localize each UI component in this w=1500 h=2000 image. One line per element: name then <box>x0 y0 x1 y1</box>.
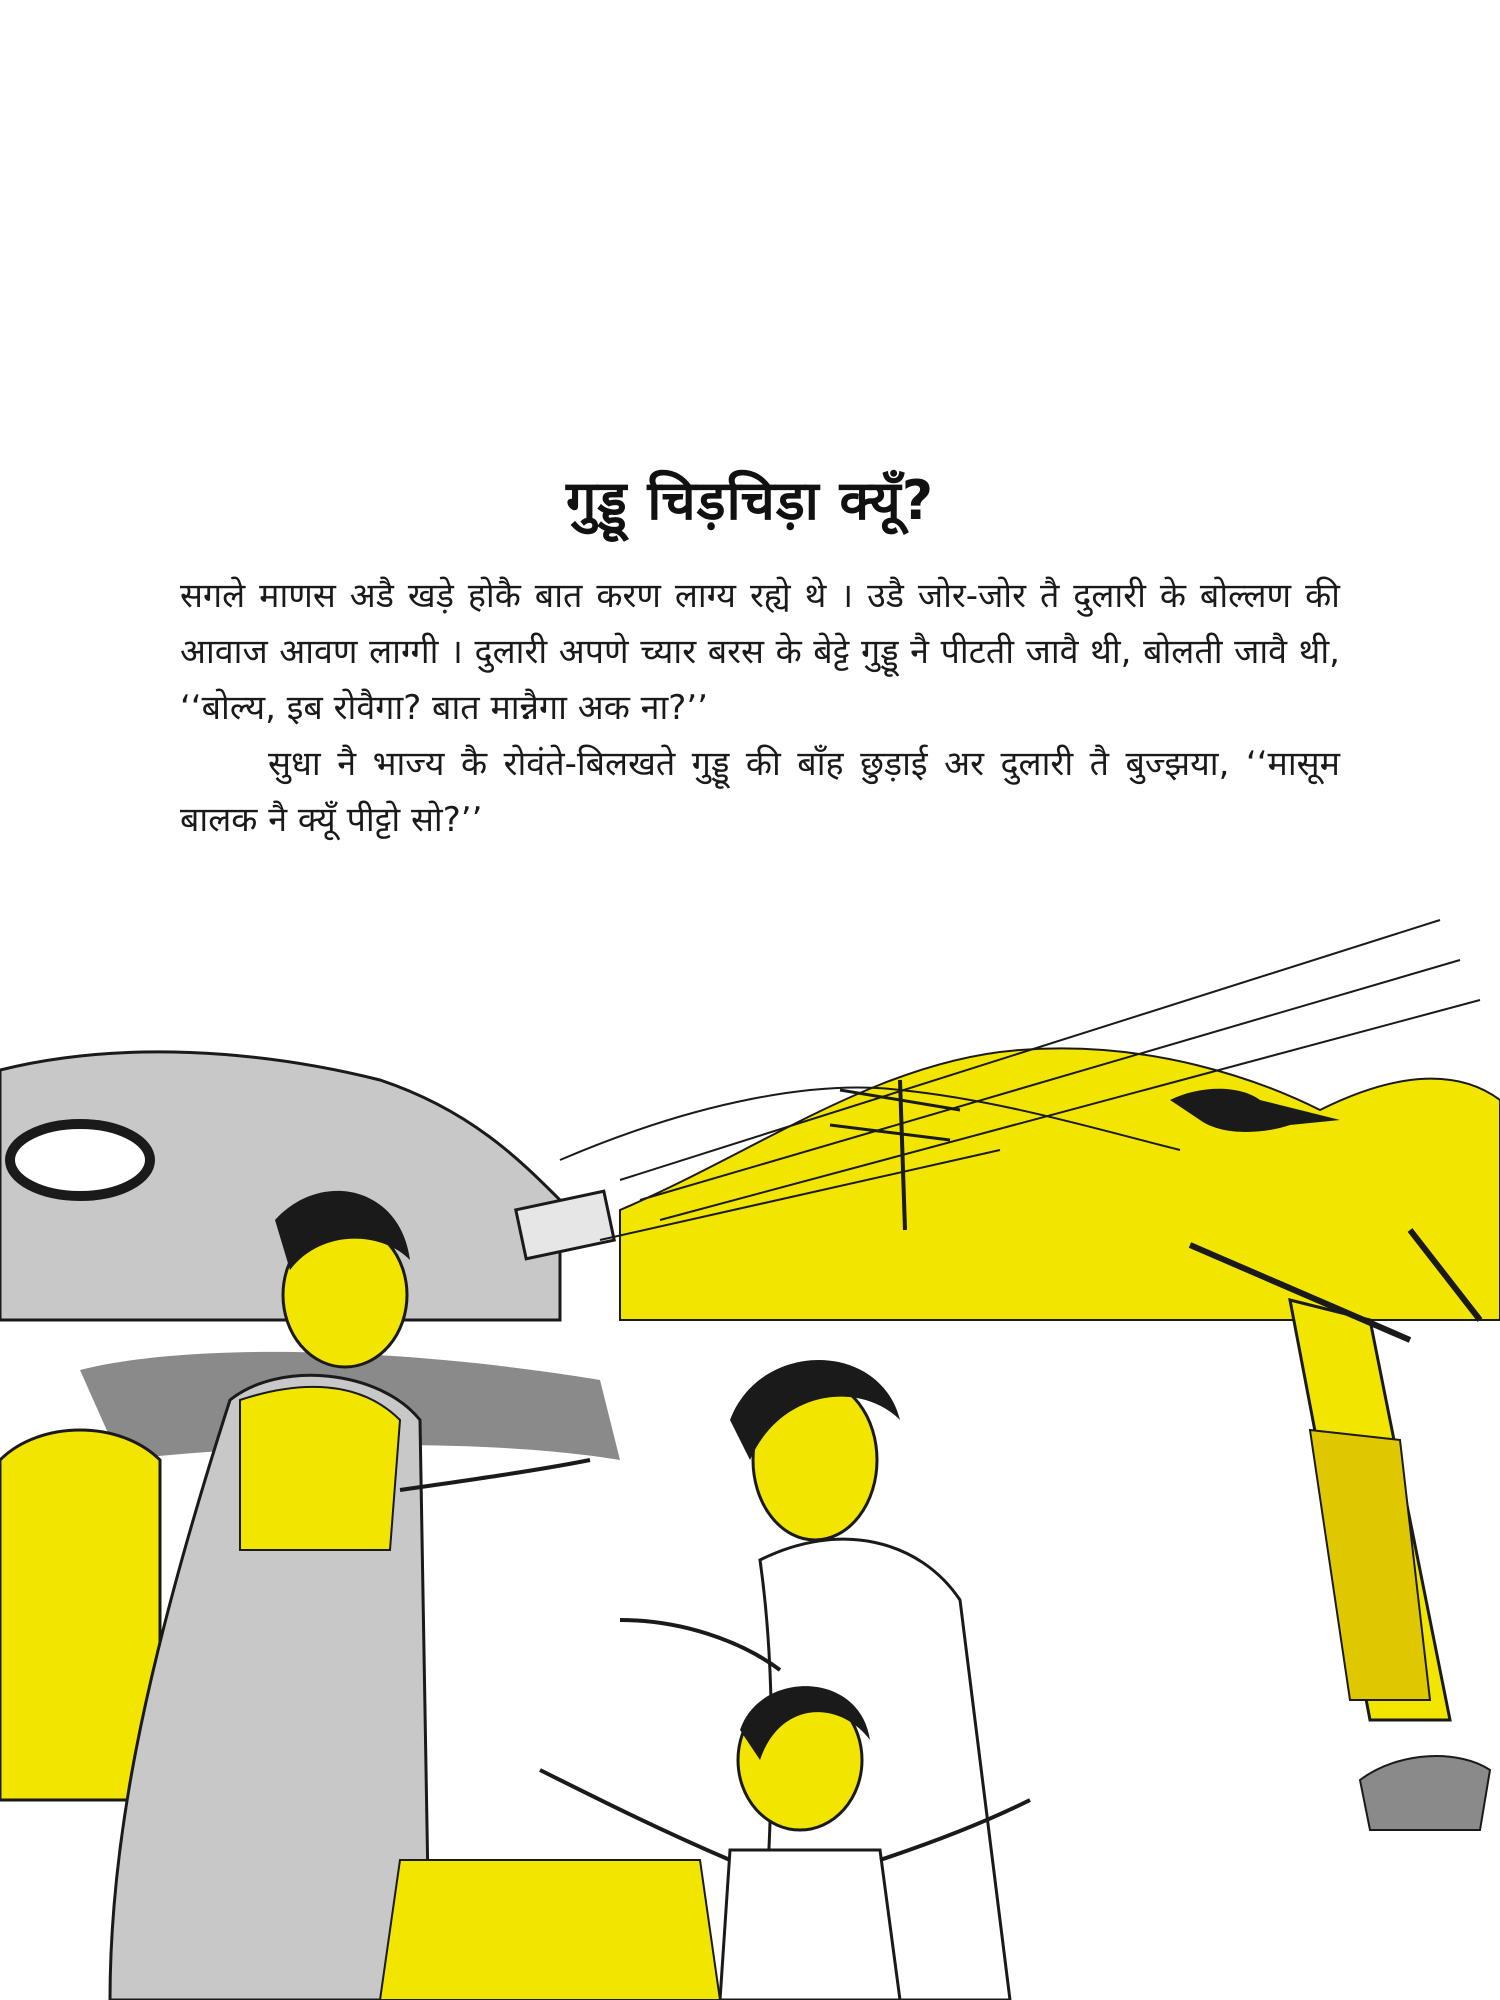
brick-pile <box>380 1860 720 2000</box>
story-title: गुड्डू चिड़चिड़ा क्यूँ? <box>565 469 935 533</box>
paragraph-1: सगले माणस अडै खड़े होकै बात करण लाग्य रह्ये थे । उडै जोर-जोर तै दुलारी के बोल्लण की आवाज आवण लाग्गी । दुलारी अपणे च्यार बरस के बेट्टे गुड्डू नै पीटती जावै थी, बोलती जावै थी, ‘‘बोल्य, इब रोवैगा? बात मान्नैगा अक ना?’’ <box>180 576 1340 728</box>
illustration-drawing <box>0 900 1500 2000</box>
yellow-hill-right <box>620 1048 1500 1320</box>
dog <box>1360 1756 1490 1830</box>
story-illustration <box>0 900 1500 2000</box>
story-text <box>180 568 1340 848</box>
hut-window <box>10 1124 150 1196</box>
paragraph-2: सुधा नै भाज्य कै रोवंते-बिलखते गुड्डू की बाँह छुड़ाई अर दुलारी तै बुज्झया, ‘‘मासूम बालक नै क्यूँ पीट्टो सो?’’ <box>180 744 1340 840</box>
